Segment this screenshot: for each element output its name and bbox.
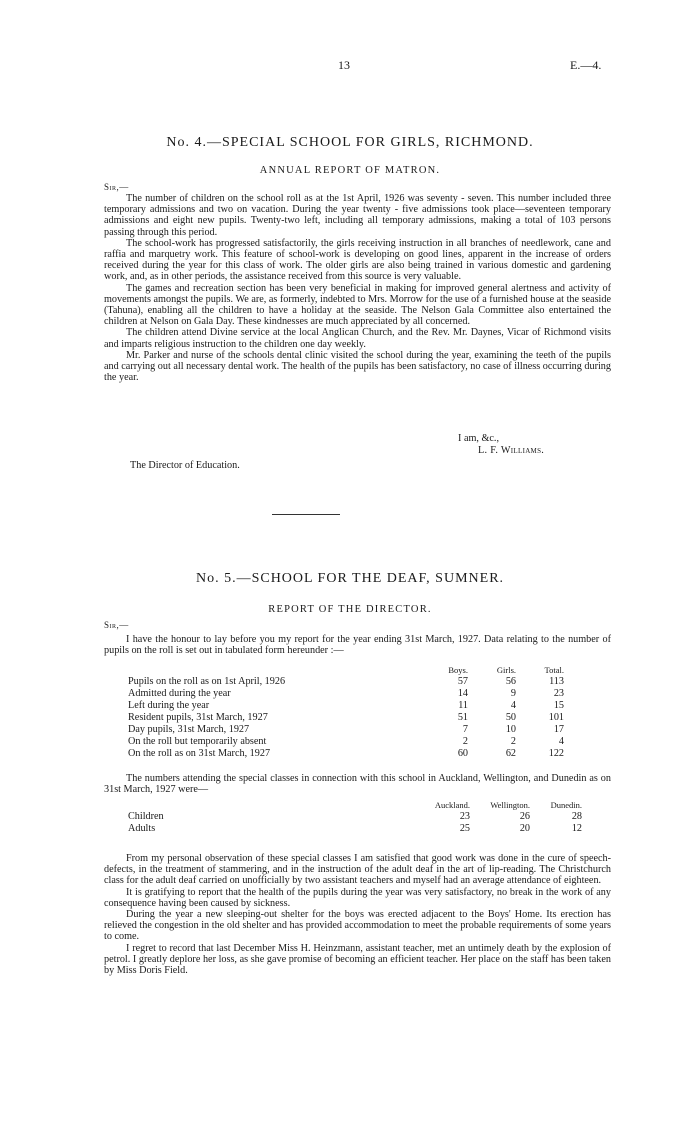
table-row xyxy=(128,676,564,688)
addressee: The Director of Education. xyxy=(130,460,240,471)
boys-cell: 57 xyxy=(457,676,468,687)
total-cell: 113 xyxy=(549,676,564,687)
column-header: Boys. xyxy=(448,665,468,675)
girls-cell: 56 xyxy=(505,676,516,687)
total-cell: 122 xyxy=(548,748,564,759)
row-label: Left during the year xyxy=(128,700,210,711)
page-reference: E.—4. xyxy=(570,58,602,72)
boys-cell: 14 xyxy=(457,688,468,699)
signoff-block xyxy=(458,433,544,457)
column-header: Auckland. xyxy=(434,800,470,810)
section-divider xyxy=(272,514,340,515)
table-row xyxy=(128,748,564,760)
row-label: Admitted during the year xyxy=(128,688,231,699)
paragraph: The numbers attending the special classes in connection with this school in Auckland, Wellington, and Dunedin as on 31st March, 1927 were— xyxy=(104,773,611,796)
paragraph: I have the honour to lay before you my report for the year ending 31st March, 1927. Data relating to the number of pupils on the roll is set out in tabulated form hereunder :— xyxy=(104,634,611,657)
girls-cell: 9 xyxy=(510,688,516,699)
dunedin-cell: 28 xyxy=(571,811,582,822)
page-number: 13 xyxy=(338,58,350,72)
auckland-cell: 25 xyxy=(459,823,470,834)
total-cell: 23 xyxy=(553,688,564,699)
row-label: On the roll as on 31st March, 1927 xyxy=(128,748,271,759)
total-cell: 17 xyxy=(553,724,564,735)
row-label: Children xyxy=(128,811,164,822)
report-body xyxy=(104,193,611,383)
table-row xyxy=(128,823,582,835)
paragraph: It is gratifying to report that the health of the pupils during the year was very satisfactory, no break in the work of any consequence having been caused by sickness. xyxy=(104,886,611,909)
table-row xyxy=(128,688,564,700)
total-cell: 4 xyxy=(558,736,564,747)
total-cell: 15 xyxy=(553,700,564,711)
paragraph: The school-work has progressed satisfactorily, the girls receiving instruction in all branches of needlework, cane and raffia and marquetry work. This feature of school-work is developing on good lines, apparent in the increase of orders received during the year for this class of work. The older girls are also being trained in various domestic and gardening work, and, as in other periods, the assistance received from this source is very valuable. xyxy=(104,237,611,283)
table-row xyxy=(128,736,564,748)
column-header: Wellington. xyxy=(490,800,530,810)
boys-cell: 7 xyxy=(462,724,468,735)
section-title: No. 4.—SPECIAL SCHOOL FOR GIRLS, RICHMOND. xyxy=(166,135,534,150)
pupils-table xyxy=(128,665,564,760)
table-header-row xyxy=(128,800,582,811)
column-header: Total. xyxy=(544,665,564,675)
row-label: On the roll but temporarily absent xyxy=(128,736,267,747)
row-label: Resident pupils, 31st March, 1927 xyxy=(128,712,268,723)
paragraph: During the year a new sleeping-out shelter for the boys was erected adjacent to the Boys' Home. Its erection has relieved the congestion in the old shelter and has provided accommodation to meet the probable requirements of some years to come. xyxy=(104,909,611,943)
report-body xyxy=(104,853,611,976)
paragraph: The number of children on the school roll as at the 1st April, 1926 was seventy - seven. This number included three temporary admissions and two on vacation. During the year twenty - five admissions took place—seventeen temporary admissions and eight new pupils. Twenty-two left, including all temporary admissions, making a total of 103 persons passing through this period. xyxy=(104,193,611,238)
paragraph: Mr. Parker and nurse of the schools dental clinic visited the school during the year, examining the teeth of the pupils and carrying out all necessary dental work. The health of the pupils has been satisfactory, no case of illness occurring during the year. xyxy=(104,349,611,384)
classes-intro xyxy=(104,773,611,795)
table-row xyxy=(128,811,582,823)
boys-cell: 51 xyxy=(457,712,468,723)
paragraph: The games and recreation section has been very beneficial in making for improved general alertness and activity of movements amongst the pupils. We are, as formerly, indebted to Mrs. Morrow for the use of a furnished house at the seaside (Tahuna), enabling all the children to have a holiday at the seaside. The Nelson Gala Committee also entertained the children at Nelson on Gala Day. These kindnesses are much appreciated by all concerned. xyxy=(104,282,611,328)
salutation: Sir,— xyxy=(104,620,129,630)
total-cell: 101 xyxy=(548,712,564,723)
girls-cell: 4 xyxy=(510,700,516,711)
table-row xyxy=(128,700,564,712)
auckland-cell: 23 xyxy=(459,811,470,822)
boys-cell: 60 xyxy=(457,748,468,759)
girls-cell: 50 xyxy=(505,712,516,723)
paragraph: From my personal observation of these special classes I am satisfied that good work was done in the cure of speech-defects, in the treatment of stammering, and in the instruction of the adult deaf in the art of lip-reading. The Christchurch class for the adult deaf carried on unofficially by two assistant teachers and myself had an average attendance of eighteen. xyxy=(104,853,611,887)
girls-cell: 2 xyxy=(510,736,516,747)
classes-table xyxy=(128,800,582,835)
boys-cell: 2 xyxy=(462,736,468,747)
boys-cell: 11 xyxy=(458,700,468,711)
row-label: Day pupils, 31st March, 1927 xyxy=(128,724,250,735)
paragraph: The children attend Divine service at the local Anglican Church, and the Rev. Mr. Daynes, Vicar of Richmond visits and imparts religious instruction to the children one day weekly. xyxy=(104,327,611,350)
paragraph: I regret to record that last December Miss H. Heinzmann, assistant teacher, met an untimely death by the explosion of petrol. I greatly deplore her loss, as she gave promise of becoming an efficient teacher. Her place on the staff has been taken by Miss Doris Field. xyxy=(104,942,611,977)
section-title: No. 5.—SCHOOL FOR THE DEAF, SUMNER. xyxy=(195,571,505,586)
table-header-row xyxy=(128,665,564,676)
column-header: Girls. xyxy=(496,665,516,675)
section-subtitle: REPORT OF THE DIRECTOR. xyxy=(268,604,432,615)
wellington-cell: 26 xyxy=(519,811,530,822)
table-row xyxy=(128,712,564,724)
column-header: Dunedin. xyxy=(550,800,582,810)
salutation: Sir,— xyxy=(104,182,129,192)
row-label: Adults xyxy=(128,823,156,834)
dunedin-cell: 12 xyxy=(571,823,582,834)
closing: I am, &c., xyxy=(458,433,500,444)
report-intro xyxy=(104,634,611,656)
girls-cell: 10 xyxy=(505,724,516,735)
row-label: Pupils on the roll as on 1st April, 1926 xyxy=(128,676,286,687)
wellington-cell: 20 xyxy=(519,823,530,834)
signature: L. F. Williams. xyxy=(478,445,545,456)
table-row xyxy=(128,724,564,736)
section-subtitle: ANNUAL REPORT OF MATRON. xyxy=(259,165,441,176)
girls-cell: 62 xyxy=(505,748,516,759)
